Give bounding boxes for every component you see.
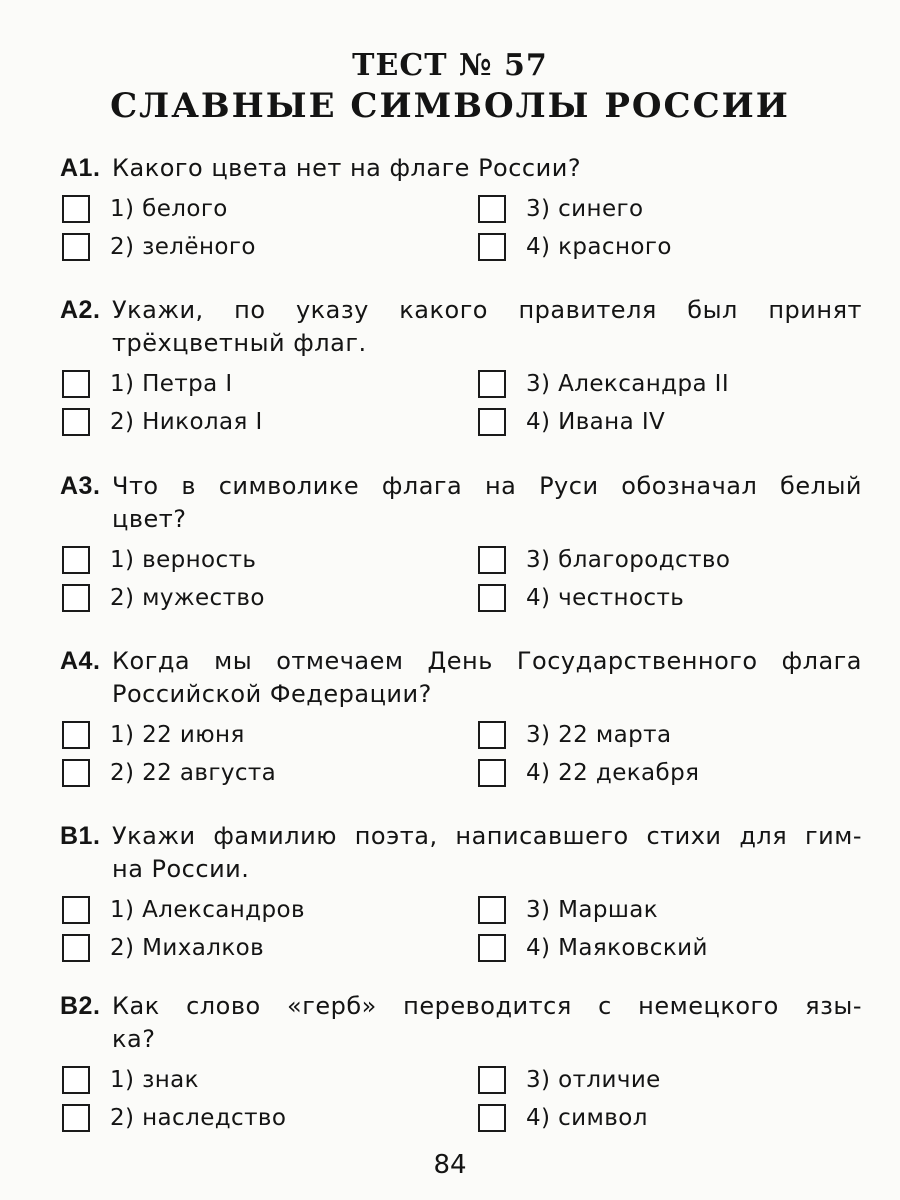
question-number: А1. — [60, 154, 101, 182]
question-a3 — [60, 470, 862, 620]
answer-label: 4) 22 декабря — [526, 760, 700, 786]
answer-option[interactable] — [478, 191, 643, 227]
answer-option[interactable] — [62, 1100, 286, 1136]
answer-label: 1) Петра I — [110, 371, 233, 397]
question-a4 — [60, 645, 862, 795]
answer-label: 1) знак — [110, 1067, 199, 1093]
question-text — [112, 990, 862, 1056]
answer-label: 4) Ивана IV — [526, 409, 666, 435]
question-text-line: Что в символике флага на Руси обозначал белый — [112, 472, 862, 500]
question-text-line: Как слово «герб» переводится с немецкого язы- — [112, 992, 862, 1020]
checkbox[interactable] — [62, 721, 90, 749]
answer-label: 2) наследство — [110, 1105, 287, 1131]
question-text-line: Укажи, по указу какого правителя был принят — [112, 296, 862, 324]
answer-options — [60, 366, 862, 444]
answer-option[interactable] — [478, 717, 671, 753]
checkbox[interactable] — [62, 370, 90, 398]
question-text — [112, 645, 862, 711]
answer-option[interactable] — [62, 717, 245, 753]
checkbox[interactable] — [62, 546, 90, 574]
answer-option[interactable] — [478, 542, 730, 578]
answer-label: 1) Александров — [110, 897, 305, 923]
checkbox[interactable] — [62, 1104, 90, 1132]
checkbox[interactable] — [62, 195, 90, 223]
question-text-line: Укажи фамилию поэта, написавшего стихи для гим- — [112, 822, 862, 850]
answer-option[interactable] — [62, 1062, 199, 1098]
answer-label: 4) честность — [526, 585, 685, 611]
test-topic-title: СЛАВНЫЕ СИМВОЛЫ РОССИИ — [110, 86, 790, 126]
answer-label: 3) Маршак — [526, 897, 659, 923]
answer-option[interactable] — [478, 930, 708, 966]
answer-option[interactable] — [478, 366, 729, 402]
answer-option[interactable] — [478, 755, 699, 791]
question-b2 — [60, 990, 862, 1140]
checkbox[interactable] — [478, 195, 506, 223]
answer-label: 4) Маяковский — [526, 935, 708, 961]
checkbox[interactable] — [478, 721, 506, 749]
question-number: А3. — [60, 472, 101, 500]
answer-option[interactable] — [478, 580, 684, 616]
question-text-line: Какого цвета нет на флаге России? — [112, 154, 582, 182]
question-text — [112, 470, 862, 536]
checkbox[interactable] — [62, 1066, 90, 1094]
question-number: А4. — [60, 647, 101, 675]
checkbox[interactable] — [478, 584, 506, 612]
answer-option[interactable] — [62, 191, 228, 227]
checkbox[interactable] — [478, 1066, 506, 1094]
question-number: В2. — [60, 992, 101, 1020]
answer-option[interactable] — [478, 1100, 648, 1136]
answer-options — [60, 542, 862, 620]
answer-label: 2) зелёного — [110, 234, 256, 260]
question-text — [112, 152, 862, 185]
checkbox[interactable] — [478, 1104, 506, 1132]
checkbox[interactable] — [62, 408, 90, 436]
checkbox[interactable] — [62, 584, 90, 612]
answer-options — [60, 892, 862, 970]
checkbox[interactable] — [478, 233, 506, 261]
checkbox[interactable] — [62, 233, 90, 261]
question-text-line: на России. — [112, 855, 250, 883]
answer-label: 2) Николая I — [110, 409, 263, 435]
answer-option[interactable] — [62, 366, 233, 402]
question-text-line: Российской Федерации? — [112, 680, 432, 708]
checkbox[interactable] — [62, 896, 90, 924]
question-text-line: Когда мы отмечаем День Государственного флага — [112, 647, 862, 675]
answer-options — [60, 1062, 862, 1140]
answer-label: 1) 22 июня — [110, 722, 245, 748]
question-number: В1. — [60, 822, 101, 850]
answer-option[interactable] — [478, 404, 665, 440]
answer-label: 3) 22 марта — [526, 722, 672, 748]
answer-option[interactable] — [62, 542, 256, 578]
checkbox[interactable] — [478, 934, 506, 962]
checkbox[interactable] — [62, 759, 90, 787]
answer-option[interactable] — [62, 404, 263, 440]
answer-option[interactable] — [62, 580, 265, 616]
checkbox[interactable] — [478, 896, 506, 924]
answer-option[interactable] — [478, 892, 658, 928]
page-number: 84 — [433, 1150, 467, 1180]
answer-options — [60, 717, 862, 795]
answer-label: 4) красного — [526, 234, 672, 260]
question-text-line: трёхцветный флаг. — [112, 329, 367, 357]
test-number-title: ТЕСТ № 57 — [352, 48, 548, 83]
answer-label: 4) символ — [526, 1105, 648, 1131]
question-a2 — [60, 294, 862, 444]
answer-option[interactable] — [62, 930, 264, 966]
checkbox[interactable] — [478, 546, 506, 574]
answer-label: 2) 22 августа — [110, 760, 277, 786]
answer-label: 3) благородство — [526, 547, 731, 573]
question-text — [112, 294, 862, 360]
question-b1 — [60, 820, 862, 970]
checkbox[interactable] — [478, 759, 506, 787]
checkbox[interactable] — [478, 370, 506, 398]
answer-label: 3) отличие — [526, 1067, 661, 1093]
answer-options — [60, 191, 862, 269]
answer-label: 2) Михалков — [110, 935, 265, 961]
answer-option[interactable] — [62, 755, 276, 791]
answer-option[interactable] — [62, 229, 256, 265]
answer-label: 3) Александра II — [526, 371, 730, 397]
checkbox[interactable] — [62, 934, 90, 962]
checkbox[interactable] — [478, 408, 506, 436]
answer-label: 1) верность — [110, 547, 257, 573]
answer-label: 3) синего — [526, 196, 644, 222]
answer-label: 1) белого — [110, 196, 228, 222]
question-text-line: ка? — [112, 1025, 156, 1053]
question-text — [112, 820, 862, 886]
answer-option[interactable] — [478, 1062, 661, 1098]
question-text-line: цвет? — [112, 505, 187, 533]
question-number: А2. — [60, 296, 101, 324]
answer-label: 2) мужество — [110, 585, 265, 611]
answer-option[interactable] — [478, 229, 672, 265]
answer-option[interactable] — [62, 892, 305, 928]
question-a1 — [60, 152, 862, 269]
